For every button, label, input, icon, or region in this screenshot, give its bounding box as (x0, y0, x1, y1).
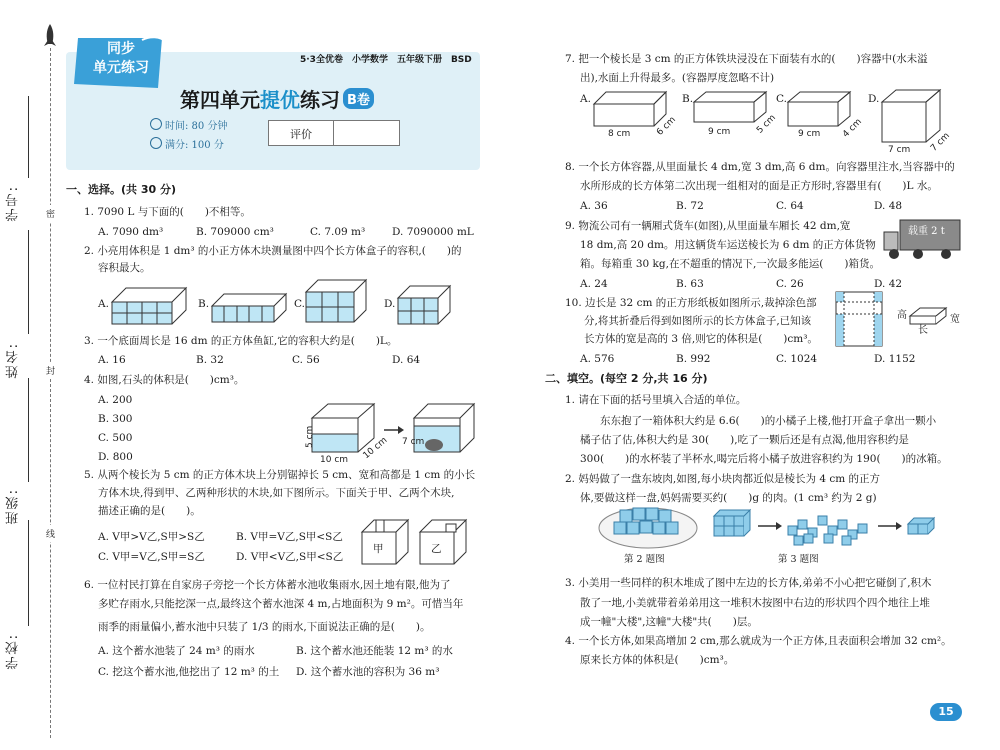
q4-option-d[interactable]: D. 800 (98, 451, 133, 463)
q2-box-d (398, 284, 458, 326)
section-2-title: 二、填空。(每空 2 分,共 16 分) (545, 372, 708, 385)
q6-line-3: 雨季的雨量偏小,蓄水池中只装了 1/3 的雨水,下面说法正确的是( )。 (98, 621, 431, 633)
q8-option-b[interactable]: B. 72 (676, 200, 704, 212)
q4-figure (298, 390, 478, 465)
q4-option-b[interactable]: B. 300 (98, 413, 133, 425)
badge-line-1: 同步 (107, 41, 135, 57)
name-label: 姓名: (6, 342, 21, 379)
q10-option-a[interactable]: A. 576 (580, 353, 615, 365)
q7-line-1: 7. 把一个棱长是 3 cm 的正方体铁块浸没在下面装有水的( )容器中(水未溢 (565, 53, 928, 65)
f3-line-3: 成一幢"大楼",这幢"大楼"共( )层。 (580, 616, 758, 628)
q8-option-d[interactable]: D. 48 (874, 200, 903, 212)
f3-line-1: 3. 小美用一些同样的积木堆成了图中左边的长方体,弟弟不小心把它碰倒了,积木 (565, 577, 932, 589)
f1-line-4: 300( )的水杯装了半杯水,喝完后将小橘子放进容积约为 190( )的冰箱。 (580, 453, 948, 465)
q9-option-c[interactable]: C. 26 (776, 278, 804, 290)
q1-stem: 1. 7090 L 与下面的( )不相等。 (84, 206, 251, 218)
time-text: 时间: 80 分钟 (165, 121, 228, 132)
q2-option-c[interactable]: C. (294, 298, 305, 310)
q1-option-c[interactable]: C. 7.09 m³ (310, 226, 366, 238)
q8-line-1: 8. 一个长方体容器,从里面量长 4 dm,宽 3 dm,高 6 dm。向容器里注水,当容器中的 (565, 161, 955, 173)
q9-option-a[interactable]: A. 24 (580, 278, 608, 290)
q2-option-b[interactable]: B. (198, 298, 210, 310)
q5-option-c[interactable]: C. V甲=V乙,S甲=S乙 (98, 551, 205, 563)
q5-jia-label: 甲 (373, 543, 384, 555)
q6-option-a[interactable]: A. 这个蓄水池装了 24 m³ 的雨水 (98, 645, 255, 657)
q5-option-b[interactable]: B. V甲=V乙,S甲<S乙 (236, 531, 343, 543)
f4-line-2: 原来长方体的体积是( )cm³。 (580, 654, 735, 666)
series-label: 5·3全优卷 小学数学 五年级下册 BSD (300, 55, 472, 65)
truck-load-label: 载重 2 t (908, 226, 945, 237)
student-id-line[interactable] (28, 96, 29, 178)
student-id-label: 学号: (6, 185, 21, 222)
q10-line-3: 长方体的宽是高的 3 倍,则它的体积是( )cm³。 (584, 333, 818, 345)
q6-option-c[interactable]: C. 挖这个蓄水池,他挖出了 12 m³ 的土 (98, 666, 280, 678)
dash-word-xian: 线 (46, 525, 55, 542)
q7-b-width: 5 cm (755, 112, 778, 136)
q2-box-b (212, 290, 288, 326)
q5-line-3: 描述正确的是( )。 (98, 505, 201, 517)
q4-option-a[interactable]: A. 200 (98, 394, 133, 406)
q7-box-a (594, 90, 684, 140)
q1-option-b[interactable]: B. 709000 cm³ (196, 226, 274, 238)
q7-option-d[interactable]: D. (868, 93, 880, 105)
eval-label: 评价 (290, 128, 312, 141)
q7-line-2: 出),水面上升得最多。(容器厚度忽略不计) (580, 72, 775, 84)
q10-line-2: 分,将其折叠后得到如图所示的长方体盒子,已知该 (584, 315, 812, 327)
q7-a-length: 8 cm (608, 129, 631, 139)
f3-figure (712, 506, 962, 548)
q8-line-2: 水所形成的长方体第二次出现一组相对的面是正方形时,容器里有( )L 水。 (580, 180, 938, 192)
q7-d-width: 7 cm (929, 130, 952, 154)
f3-caption: 第 3 题图 (778, 554, 819, 565)
q2-box-c (306, 278, 376, 326)
title-highlight: 提优 (260, 88, 300, 112)
q3-stem: 3. 一个底面周长是 16 dm 的正方体鱼缸,它的容积大约是( )L。 (84, 335, 398, 347)
q7-box-c (788, 90, 868, 140)
q5-line-2: 方体木块,得到甲、乙两种形状的木块,如下图所示。下面关于甲、乙两个木块, (98, 487, 455, 499)
q10-option-c[interactable]: C. 1024 (776, 353, 818, 365)
f1-line-3: 橘子估了估,体积大约是 30( ),吃了一颗后还是有点渴,他用容积约是 (580, 434, 909, 446)
q3-option-d[interactable]: D. 64 (392, 354, 421, 366)
binding-dashed-line (50, 48, 51, 738)
f2-caption: 第 2 题图 (624, 554, 665, 565)
q10-line-1: 10. 边长是 32 cm 的正方形纸板如图所示,裁掉涂色部 (565, 297, 817, 309)
q10-label-length: 长 (918, 325, 928, 336)
badge-line-2: 单元练习 (93, 60, 149, 76)
school-label: 学校: (6, 633, 21, 670)
name-line[interactable] (28, 230, 29, 334)
q7-box-d (882, 88, 962, 154)
q8-option-c[interactable]: C. 64 (776, 200, 804, 212)
q9-option-b[interactable]: B. 63 (676, 278, 704, 290)
section-1-title: 一、选择。(共 30 分) (66, 183, 177, 196)
q7-option-c[interactable]: C. (776, 93, 787, 105)
q5-option-d[interactable]: D. V甲<V乙,S甲<S乙 (236, 551, 344, 563)
plate-of-meat (598, 500, 698, 550)
score-text: 满分: 100 分 (165, 140, 224, 151)
time-info (150, 117, 227, 132)
q4-stem: 4. 如图,石头的体积是( )cm³。 (84, 374, 245, 386)
q4-dim-left-length: 10 cm (320, 455, 349, 465)
q5-option-a[interactable]: A. V甲>V乙,S甲>S乙 (98, 531, 205, 543)
title-part-c: 练习 (300, 88, 340, 112)
q5-line-1: 5. 从两个棱长为 5 cm 的正方体木块上分别锯掉长 5 cm、宽和高都是 1 cm 的小长 (84, 469, 476, 481)
title-part-a: 第四单元 (180, 88, 260, 112)
q2-box-a (112, 282, 192, 326)
class-label: 班级: (6, 488, 21, 525)
evaluation-box[interactable] (268, 120, 400, 146)
q7-d-length: 7 cm (888, 145, 911, 155)
q7-option-b[interactable]: B. (682, 93, 694, 105)
f4-line-1: 4. 一个长方体,如果高增加 2 cm,那么就成为一个正方体,且表面积会增加 32 cm²。 (565, 635, 952, 647)
dash-word-feng: 封 (46, 362, 55, 379)
check-icon (150, 137, 162, 149)
badge-text (78, 40, 164, 78)
q6-option-b[interactable]: B. 这个蓄水池还能装 12 m³ 的水 (296, 645, 453, 657)
dash-word-mi: 密 (46, 205, 55, 222)
q7-a-width: 6 cm (655, 114, 678, 138)
q2-option-a[interactable]: A. (98, 298, 109, 310)
q9-option-d[interactable]: D. 42 (874, 278, 903, 290)
score-info (150, 136, 224, 151)
volume-badge: B卷 (343, 88, 374, 109)
q5-yi-label: 乙 (431, 543, 442, 555)
school-line[interactable] (28, 520, 29, 626)
f3-line-2: 散了一地,小美就带着弟弟用这一堆积木按图中右边的形状四个四个地往上堆 (580, 597, 930, 609)
q2-stem-1: 2. 小亮用体积是 1 dm³ 的小正方体木块测量图中四个长方体盒子的容积,( )的 (84, 245, 462, 257)
q10-option-d[interactable]: D. 1152 (874, 353, 916, 365)
page-number: 15 (930, 703, 962, 721)
q10-label-width: 宽 (950, 314, 960, 325)
q4-option-c[interactable]: C. 500 (98, 432, 133, 444)
q8-option-a[interactable]: A. 36 (580, 200, 608, 212)
q3-option-a[interactable]: A. 16 (98, 354, 126, 366)
q7-c-width: 4 cm (841, 116, 864, 140)
f2-line-2: 体,要做这样一盘,妈妈需要买约( )g 的肉。(1 cm³ 约为 2 g) (580, 492, 877, 504)
q6-line-2: 多贮存雨水,只能挖深一点,最终这个蓄水池深 4 m,占地面积为 9 m²。可惜当年 (98, 598, 464, 610)
clock-icon (150, 118, 162, 130)
q7-option-a[interactable]: A. (580, 93, 591, 105)
q10-cardboard (836, 292, 882, 346)
q6-option-d[interactable]: D. 这个蓄水池的容积为 36 m³ (296, 666, 440, 678)
q9-line-2: 18 dm,高 20 dm。用这辆货车运送棱长为 6 dm 的正方体货物 (580, 239, 876, 251)
class-line[interactable] (28, 378, 29, 482)
q2-option-d[interactable]: D. (384, 298, 396, 310)
f2-line-1: 2. 妈妈做了一盘东坡肉,如图,每小块肉都近似是棱长为 4 cm 的正方 (565, 473, 881, 485)
page-title (180, 84, 374, 113)
q1-option-a[interactable]: A. 7090 dm³ (98, 226, 164, 238)
q9-line-3: 箱。每箱重 30 kg,在不超重的情况下,一次最多能运( )箱货。 (580, 258, 880, 270)
q3-option-b[interactable]: B. 32 (196, 354, 224, 366)
q4-dim-right-height: 7 cm (402, 437, 425, 447)
q6-line-1: 6. 一位村民打算在自家房子旁挖一个长方体蓄水池收集雨水,因土地有限,他为了 (84, 579, 451, 591)
q3-option-c[interactable]: C. 56 (292, 354, 320, 366)
q7-b-length: 9 cm (708, 127, 731, 137)
q7-c-length: 9 cm (798, 129, 821, 139)
f1-line-1: 1. 请在下面的括号里填入合适的单位。 (565, 394, 747, 406)
q4-dim-left-width: 10 cm (361, 435, 390, 462)
q7-box-b (694, 90, 784, 140)
truck-icon (882, 216, 962, 262)
q10-label-height: 高 (897, 310, 907, 321)
q4-dim-left-height: 5 cm (305, 425, 315, 448)
q1-option-d[interactable]: D. 7090000 mL (392, 226, 474, 238)
q9-line-1: 9. 物流公司有一辆厢式货车(如图),从里面量车厢长 42 dm,宽 (565, 220, 851, 232)
f1-line-2: 东东抱了一箱体积大约是 6.6( )的小橘子上楼,他打开盒子拿出一颗小 (600, 415, 937, 427)
q10-box (908, 306, 948, 328)
q2-stem-2: 容积最大。 (98, 262, 151, 274)
q10-option-b[interactable]: B. 992 (676, 353, 711, 365)
